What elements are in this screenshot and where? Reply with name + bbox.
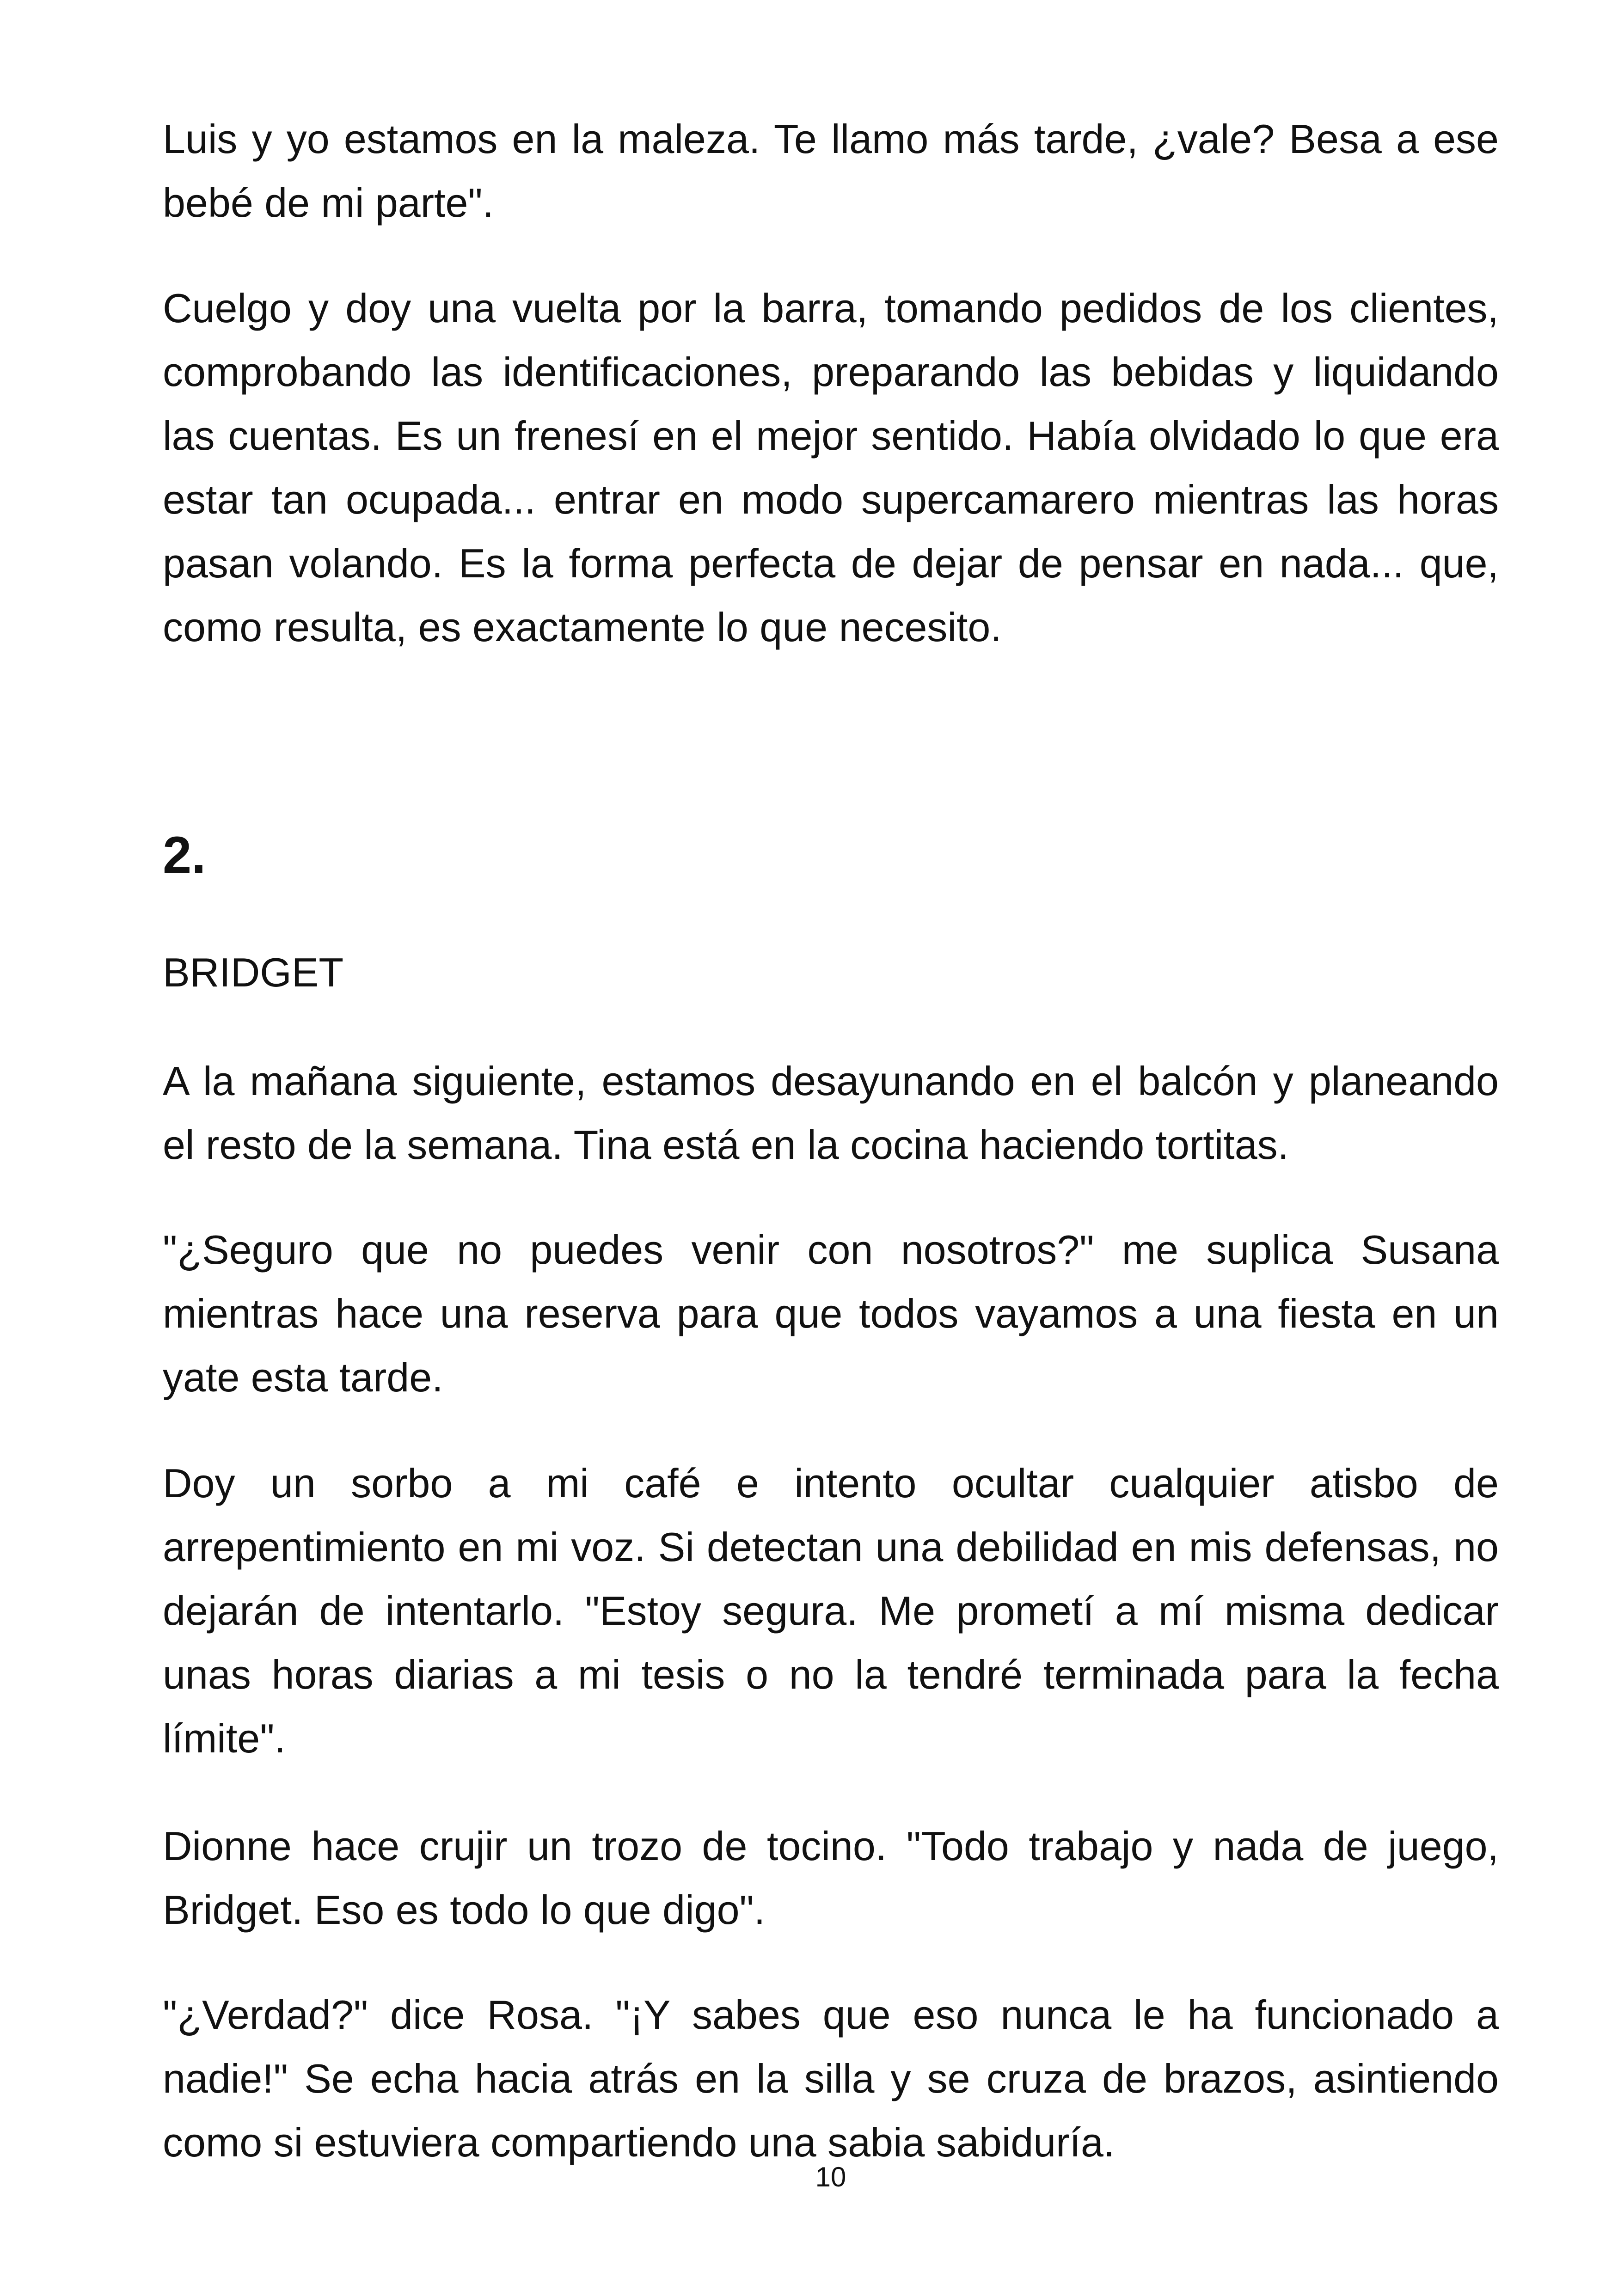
chapter-number: 2. [163, 826, 206, 884]
paragraph-7: "¿Verdad?" dice Rosa. "¡Y sabes que eso nunca le ha funcionado a nadie!" Se echa hacia atrás en la silla y se cruza de brazos, asintiendo como si estuviera compartiendo una sabia sabiduría. [163, 1992, 1499, 2165]
paragraph-1: Luis y yo estamos en la maleza. Te llamo más tarde, ¿vale? Besa a ese bebé de mi parte". [163, 116, 1499, 226]
chapter-pov-label: BRIDGET [163, 949, 344, 995]
page-number: 10 [815, 2161, 846, 2192]
paragraph-3: A la mañana siguiente, estamos desayunando en el balcón y planeando el resto de la semana. Tina está en la cocina haciendo tortitas. [163, 1058, 1499, 1168]
paragraph-2: Cuelgo y doy una vuelta por la barra, tomando pedidos de los clientes, comprobando las identificaciones, preparando las bebidas y liquidando las cuentas. Es un frenesí en el mejor sentido. Había olvidado lo que era estar tan ocupada... entrar en modo supercamarero mientras las horas pasan volando. Es la forma perfecta de dejar de pensar en nada... que, como resulta, es exactamente lo que necesito. [163, 285, 1499, 650]
paragraph-4: "¿Seguro que no puedes venir con nosotros?" me suplica Susana mientras hace una reserva para que todos vayamos a una fiesta en un yate esta tarde. [163, 1227, 1499, 1400]
paragraph-5: Doy un sorbo a mi café e intento ocultar cualquier atisbo de arrepentimiento en mi voz. Si detectan una debilidad en mis defensas, no dejarán de intentarlo. "Estoy segura. Me prometí a mí misma dedicar unas horas diarias a mi tesis o no la tendré terminada para la fecha límite". [163, 1460, 1499, 1761]
paragraph-6: Dionne hace crujir un trozo de tocino. "Todo trabajo y nada de juego, Bridget. Eso es todo lo que digo". [163, 1823, 1499, 1933]
book-page [163, 0, 1499, 2296]
